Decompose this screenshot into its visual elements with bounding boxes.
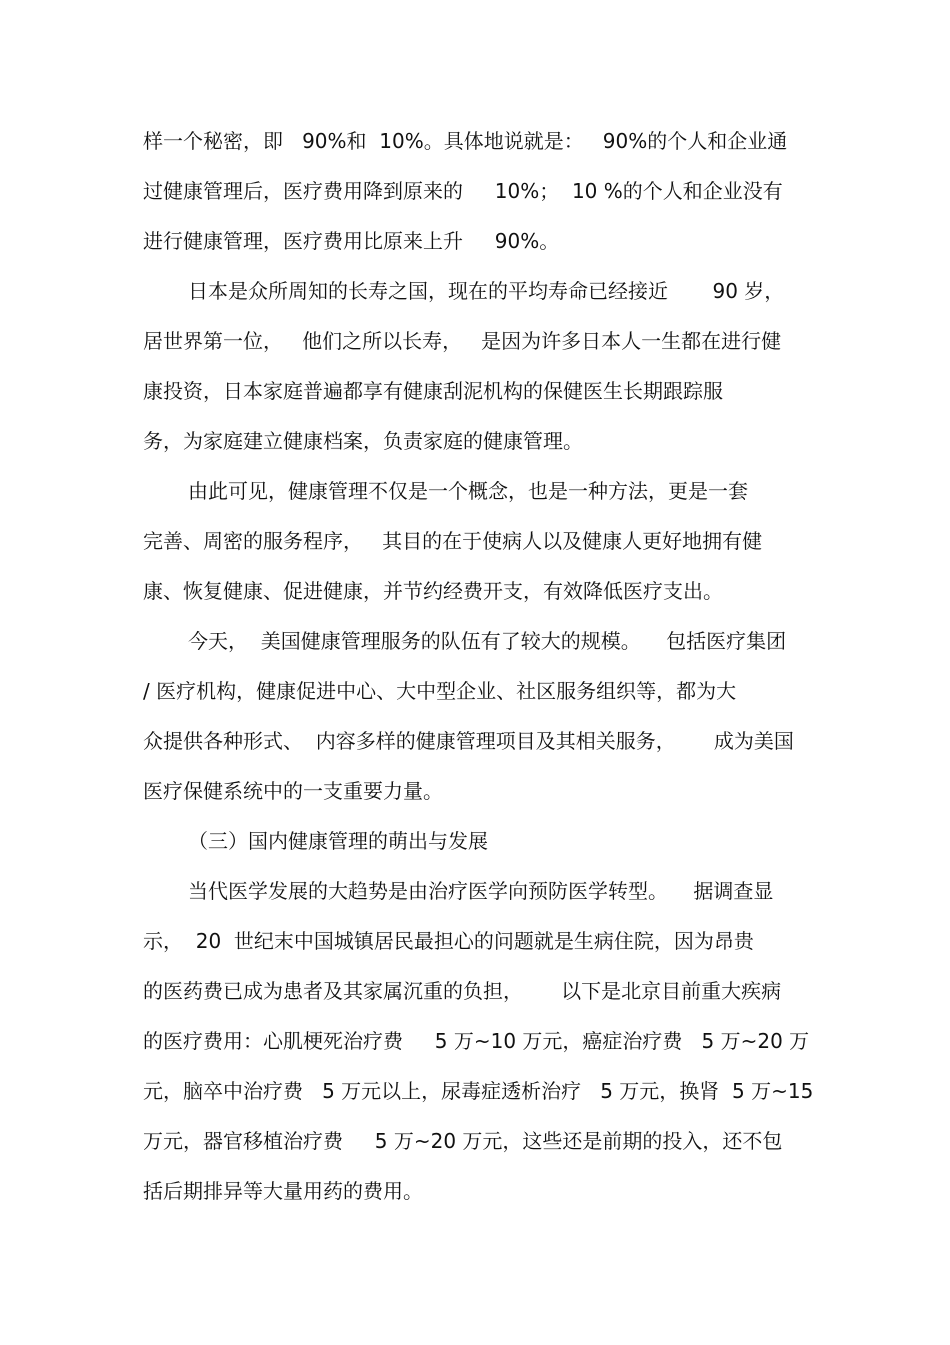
section-heading: （三）国内健康管理的萌出与发展 (188, 829, 488, 853)
text-line: 医疗保健系统中的一支重要力量。 (143, 779, 443, 803)
text-line: 样一个秘密，即 90%和 10%。具体地说就是： 90%的个人和企业通 (143, 129, 788, 153)
text-line: 示， 20 世纪末中国城镇居民最担心的问题就是生病住院，因为昂贵 (143, 929, 754, 953)
text-line: 居世界第一位， 他们之所以长寿， 是因为许多日本人一生都在进行健 (143, 329, 782, 353)
text-line: 过健康管理后，医疗费用降到原来的 10%； 10 %的个人和企业没有 (143, 179, 783, 203)
text-line: 的医疗费用：心肌梗死治疗费 5 万~10 万元，癌症治疗费 5 万~20 万 (143, 1029, 810, 1053)
text-line: 当代医学发展的大趋势是由治疗医学向预防医学转型。 据调查显 (188, 879, 774, 903)
text-line: 的医药费已成为患者及其家属沉重的负担， 以下是北京目前重大疾病 (143, 979, 782, 1003)
text-line: 务，为家庭建立健康档案，负责家庭的健康管理。 (143, 429, 583, 453)
text-line: 日本是众所周知的长寿之国，现在的平均寿命已经接近 90 岁， (188, 279, 785, 303)
text-line: 康、恢复健康、促进健康，并节约经费开支，有效降低医疗支出。 (143, 579, 723, 603)
text-line: 由此可见，健康管理不仅是一个概念，也是一种方法，更是一套 (188, 479, 748, 503)
text-line: 今天， 美国健康管理服务的队伍有了较大的规模。 包括医疗集团 (188, 629, 787, 653)
text-line: 元，脑卒中治疗费 5 万元以上，尿毒症透析治疗 5 万元，换肾 5 万~15 (143, 1079, 814, 1103)
text-line: 万元，器官移植治疗费 5 万~20 万元，这些还是前期的投入，还不包 (143, 1129, 783, 1153)
text-line: 完善、周密的服务程序， 其目的在于使病人以及健康人更好地拥有健 (143, 529, 763, 553)
text-line: 众提供各种形式、 内容多样的健康管理项目及其相关服务， 成为美国 (143, 729, 794, 753)
text-line: / 医疗机构，健康促进中心、大中型企业、社区服务组织等，都为大 (143, 679, 737, 703)
text-line: 括后期排异等大量用药的费用。 (143, 1179, 423, 1203)
text-line: 康投资，日本家庭普遍都享有健康刮泥机构的保健医生长期跟踪服 (143, 379, 723, 403)
text-line: 进行健康管理，医疗费用比原来上升 90%。 (143, 229, 560, 253)
